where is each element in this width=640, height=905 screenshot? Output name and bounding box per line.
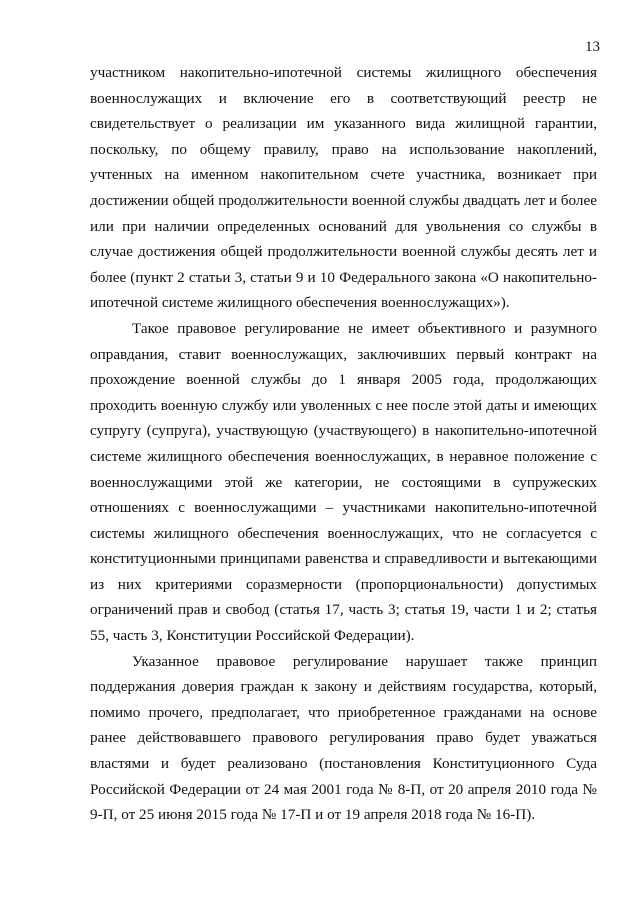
paragraph-legal-assessment: Такое правовое регулирование не имеет объективного и разумного оправдания, ставит военнослужащих, заключивших первый контракт на прохождение военной службы до 1 января 2005 года, продолжающих проходить военную службу или уволенных с нее после этой даты и имеющих супругу (супруга), участвующую (участвующего) в накопительно-ипотечной системе жилищного обеспечения военнослужащих, в неравное положение с военнослужащими этой же категории, не состоящими в супружеских отношениях с военнослужащими – участниками накопительно-ипотечной системы жилищного обеспечения военнослужащих, что не согласуется с конституционными принципами равенства и справедливости и вытекающими из них критериями соразмерности (пропорциональности) допустимых ограничений прав и свобод (статья 17, часть 3; статья 19, части 1 и 2; статья 55, часть 3, Конституции Российской Федерации). [90, 319, 597, 645]
document-body [90, 60, 597, 828]
paragraph-trust-principle: Указанное правовое регулирование нарушает также принцип поддержания доверия граждан к закону и действиям государства, который, помимо прочего, предполагает, что приобретенное гражданами на основе ранее действовавшего правового регулирования право будет уважаться властями и будет реализовано (постановления Конституционного Суда Российской Федерации от 24 мая 2001 года № 8-П, от 20 апреля 2010 года № 9-П, от 25 июня 2015 года № 17-П и от 19 апреля 2018 года № 16-П). [90, 652, 597, 824]
page-number: 13 [585, 39, 600, 55]
paragraph-continuation: участником накопительно-ипотечной системы жилищного обеспечения военнослужащих и включение его в соответствующий реестр не свидетельствует о реализации им указанного вида жилищной гарантии, поскольку, по общему правилу, право на использование накоплений, учтенных на именном накопительном счете участника, возникает при достижении общей продолжительности военной службы двадцать лет и более или при наличии определенных оснований для увольнения со службы в случае достижения общей продолжительности военной службы десять лет и более (пункт 2 статьи 3, статьи 9 и 10 Федерального закона «О накопительно-ипотечной системе жилищного обеспечения военнослужащих»). [90, 64, 597, 312]
